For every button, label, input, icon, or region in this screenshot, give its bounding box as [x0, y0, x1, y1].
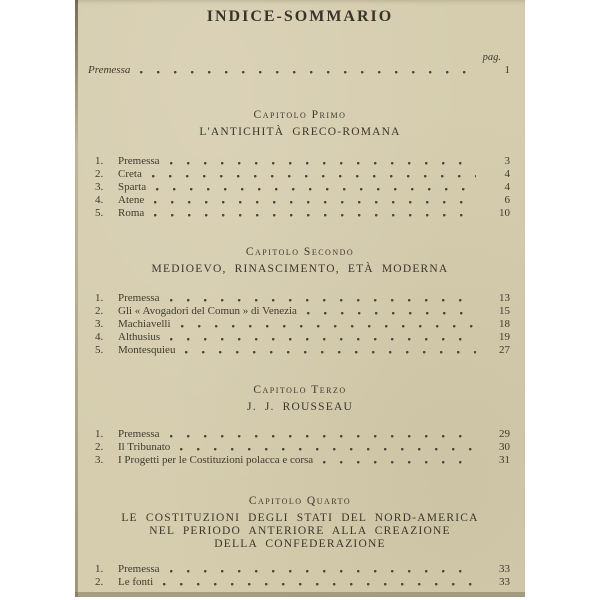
toc-entry-number: 1.	[95, 563, 104, 575]
toc-row	[75, 331, 525, 344]
toc-entry-number: 2.	[95, 168, 104, 180]
dot-leader	[180, 441, 476, 454]
page-column-label: pag.	[482, 52, 501, 63]
toc-entry-label: Gli « Avogadori del Comun » di Venezia	[118, 305, 297, 317]
toc-entry-label: Premessa	[118, 428, 160, 440]
toc-row	[75, 441, 525, 454]
page-number: 3	[504, 155, 510, 167]
toc-entry-label: Atene	[118, 194, 145, 206]
toc-entry-label: Il Tribunato	[118, 441, 171, 453]
toc-row	[75, 305, 525, 318]
page-number: 33	[499, 576, 510, 588]
toc-entry-number: 3.	[95, 181, 104, 193]
chapter-toc-list	[75, 428, 525, 467]
page-title: INDICE-SOMMARIO	[206, 8, 394, 25]
toc-row	[75, 576, 525, 589]
toc-entry-number: 3.	[95, 318, 104, 330]
toc-entry-label: Roma	[118, 207, 145, 219]
dot-leader	[152, 168, 476, 181]
page-number: 10	[499, 207, 510, 219]
toc-entry-number: 1.	[95, 155, 104, 167]
page-number: 33	[499, 563, 510, 575]
chapter-heading: Capitolo Terzo	[253, 384, 347, 396]
toc-entry-label: I Progetti per le Costituzioni polacca e corsa	[118, 454, 314, 466]
page-number: 29	[499, 428, 510, 440]
page-number: 27	[499, 344, 510, 356]
toc-entry-label: Premessa	[118, 563, 160, 575]
toc-entry-number: 1.	[95, 428, 104, 440]
scanned-book-page	[75, 0, 525, 597]
toc-entry-label: Premessa	[88, 64, 131, 76]
toc-entry-label: Premessa	[118, 292, 160, 304]
chapter-title-line: DELLA CONFEDERAZIONE	[214, 538, 386, 550]
toc-row	[75, 194, 525, 207]
toc-row	[75, 64, 525, 77]
page-number: 1	[504, 64, 510, 76]
dot-leader	[170, 331, 476, 344]
toc-row	[75, 292, 525, 305]
toc-entry-number: 3.	[95, 454, 104, 466]
toc-entry-label: Althusius	[118, 331, 161, 343]
toc-row	[75, 168, 525, 181]
toc-entry-label: Machiavelli	[118, 318, 171, 330]
toc-entry-number: 5.	[95, 207, 104, 219]
page-number: 18	[499, 318, 510, 330]
chapter-title: J. J. ROUSSEAU	[247, 401, 353, 413]
toc-entry-label: Montesquieu	[118, 344, 176, 356]
toc-row	[75, 181, 525, 194]
dot-leader	[170, 155, 476, 168]
dot-leader	[181, 318, 476, 331]
page-number: 31	[499, 454, 510, 466]
page-number: 19	[499, 331, 510, 343]
toc-entry-number: 4.	[95, 331, 104, 343]
chapter-title-line: LE COSTITUZIONI DEGLI STATI DEL NORD-AMERICA	[121, 512, 479, 524]
page-number: 15	[499, 305, 510, 317]
dot-leader	[170, 292, 476, 305]
chapter-toc-list	[75, 155, 525, 220]
page-number: 6	[504, 194, 510, 206]
dot-leader	[154, 194, 476, 207]
toc-row	[75, 428, 525, 441]
toc-entry-number: 1.	[95, 292, 104, 304]
dot-leader	[140, 64, 476, 77]
toc-entry-label: Premessa	[118, 155, 160, 167]
chapter-heading: Capitolo Primo	[253, 109, 347, 121]
toc-entry-number: 5.	[95, 344, 104, 356]
toc-row	[75, 454, 525, 467]
toc-entry-label: Sparta	[118, 181, 147, 193]
dot-leader	[163, 576, 476, 589]
chapter-heading: Capitolo Secondo	[245, 246, 355, 258]
dot-leader	[323, 454, 476, 467]
dot-leader	[307, 305, 476, 318]
toc-row	[75, 318, 525, 331]
toc-entry-number: 2.	[95, 305, 104, 317]
toc-entry-number: 2.	[95, 441, 104, 453]
toc-row	[75, 563, 525, 576]
toc-entry-number: 4.	[95, 194, 104, 206]
toc-entry-label: Creta	[118, 168, 142, 180]
page-number: 30	[499, 441, 510, 453]
dot-leader	[185, 344, 476, 357]
dot-leader	[170, 563, 476, 576]
chapter-toc-list	[75, 563, 525, 589]
chapter-title-line: NEL PERIODO ANTERIORE ALLA CREAZIONE	[149, 525, 451, 537]
toc-row	[75, 207, 525, 220]
dot-leader	[170, 428, 476, 441]
chapter-toc-list	[75, 292, 525, 357]
toc-row	[75, 344, 525, 357]
dot-leader	[154, 207, 476, 220]
chapter-title: L'ANTICHITÀ GRECO-ROMANA	[199, 126, 401, 138]
page-number: 13	[499, 292, 510, 304]
toc-entry-number: 2.	[95, 576, 104, 588]
toc-entry-label: Le fonti	[118, 576, 154, 588]
chapter-title: MEDIOEVO, RINASCIMENTO, ETÀ MODERNA	[151, 263, 449, 275]
dot-leader	[156, 181, 476, 194]
page-number: 4	[504, 168, 510, 180]
page-number: 4	[504, 181, 510, 193]
chapter-heading: Capitolo Quarto	[248, 495, 352, 507]
toc-row	[75, 155, 525, 168]
